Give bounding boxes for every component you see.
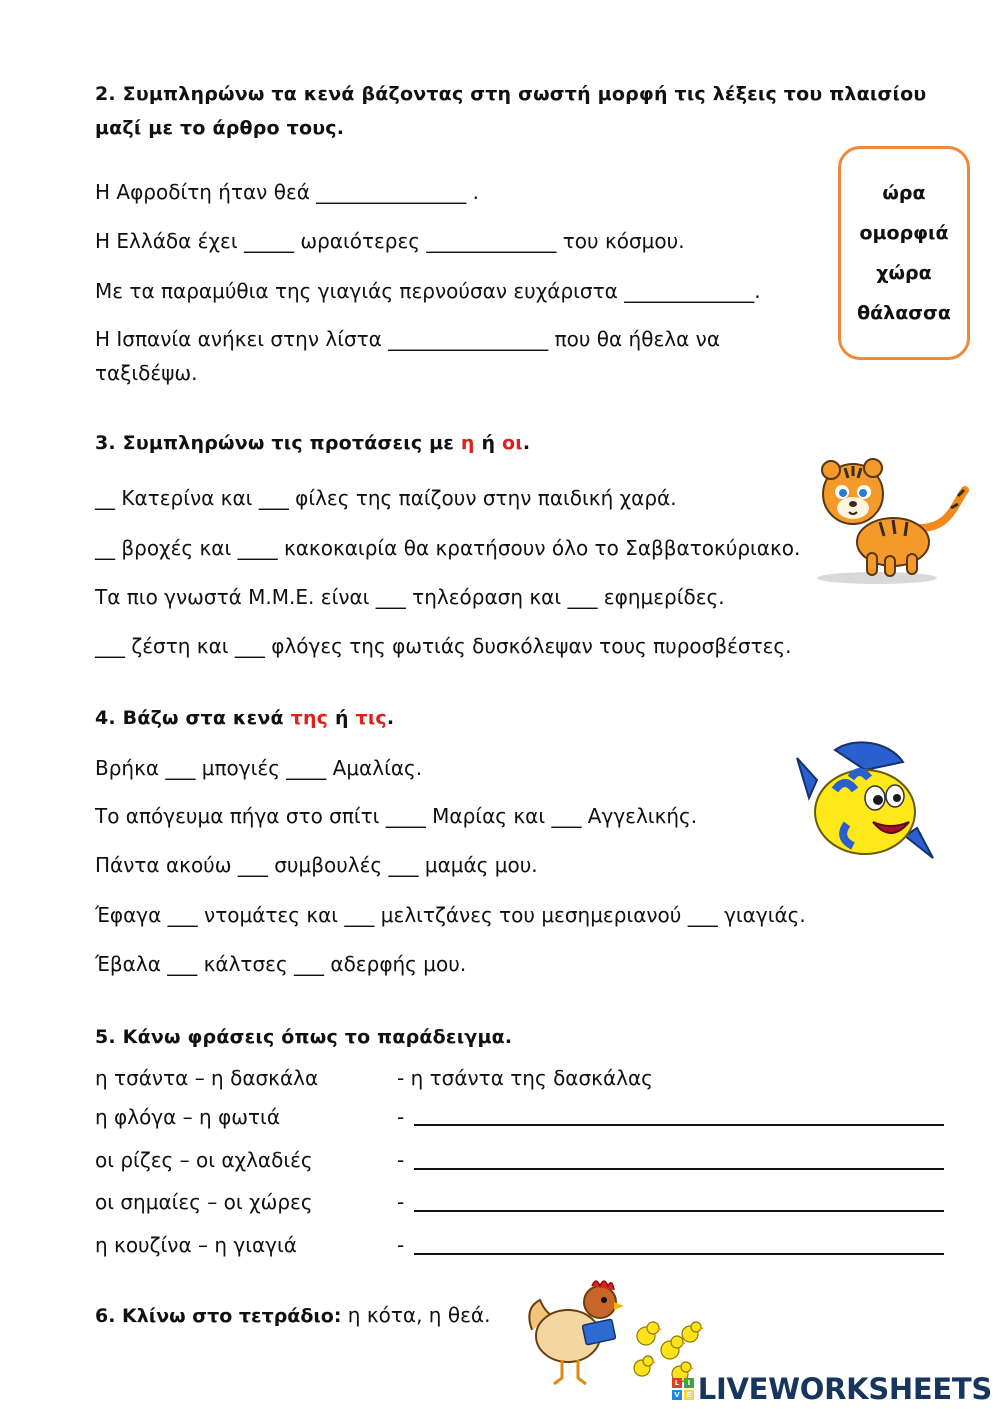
ex3-option-1: η: [460, 432, 475, 454]
ex5-row-2-left: η φλόγα – η φωτιά: [95, 1105, 280, 1129]
ex2-sentence-2[interactable]: Η Ελλάδα έχει _____ ωραιότερες _____________ του κόσμου.: [95, 229, 685, 253]
ex2-sentence-4[interactable]: Η Ισπανία ανήκει στην λίστα ________________ που θα ήθελα να: [95, 327, 721, 351]
word-box-item: ώρα: [882, 182, 926, 204]
ex2-sentence-3[interactable]: Με τα παραμύθια της γιαγιάς περνούσαν ευχάριστα _____________.: [95, 279, 761, 303]
ex6-line: [95, 1301, 490, 1330]
ex5-row-5-dash: -: [397, 1233, 405, 1257]
ex5-row-2-answer-line[interactable]: [414, 1124, 944, 1126]
ex3-heading: [95, 429, 530, 457]
ex5-row-5-answer-line[interactable]: [414, 1253, 944, 1255]
ex3-sentence-4[interactable]: ___ ζέστη και ___ φλόγες της φωτιάς δυσκόλεψαν τους πυροσβέστες.: [95, 634, 792, 658]
ex3-sentence-2[interactable]: __ βροχές και ____ κακοκαιρία θα κρατήσουν όλο το Σαββατοκύριακο.: [95, 536, 801, 560]
logo-letter: L: [672, 1378, 682, 1388]
ex5-row-1-example: - η τσάντα της δασκάλας: [397, 1066, 653, 1090]
ex4-sentence-1[interactable]: Βρήκα ___ μπογιές ____ Αμαλίας.: [95, 756, 423, 780]
ex6-text: η κότα, η θεά.: [341, 1303, 491, 1327]
ex3-heading-or: ή: [474, 432, 502, 454]
word-box-item: θάλασσα: [857, 302, 951, 324]
ex4-sentence-2[interactable]: Το απόγευμα πήγα στο σπίτι ____ Μαρίας και ___ Αγγελικής.: [95, 804, 698, 828]
ex5-row-4-answer-line[interactable]: [414, 1210, 944, 1212]
ex4-sentence-4[interactable]: Έφαγα ___ ντομάτες και ___ μελιτζάνες του μεσημεριανού ___ γιαγιάς.: [95, 903, 806, 927]
ex4-sentence-3[interactable]: Πάντα ακούω ___ συμβουλές ___ μαμάς μου.: [95, 853, 538, 877]
ex5-row-2-dash: -: [397, 1105, 405, 1129]
logo-letter: E: [684, 1390, 694, 1400]
ex4-option-2: τις: [355, 707, 387, 729]
ex6-heading: 6. Κλίνω στο τετράδιο:: [95, 1305, 342, 1327]
ex3-sentence-3[interactable]: Τα πιο γνωστά Μ.Μ.Ε. είναι ___ τηλεόραση και ___ εφημερίδες.: [95, 585, 725, 609]
word-box: [838, 146, 970, 360]
ex5-row-4-left: οι σημαίες – οι χώρες: [95, 1190, 313, 1214]
ex5-row-5-left: η κουζίνα – η γιαγιά: [95, 1233, 297, 1257]
ex5-row-1-left: η τσάντα – η δασκάλα: [95, 1066, 319, 1090]
liveworksheets-text: LIVEWORKSHEETS: [697, 1372, 992, 1406]
ex2-heading-line2: μαζί με το άρθρο τους.: [95, 117, 345, 139]
ex5-row-4-dash: -: [397, 1190, 405, 1214]
ex3-sentence-1[interactable]: __ Κατερίνα και ___ φίλες της παίζουν στην παιδική χαρά.: [95, 486, 677, 510]
ex4-heading: [95, 704, 394, 732]
ex4-heading-or: ή: [328, 707, 356, 729]
ex2-sentence-4-cont: ταξιδέψω.: [95, 361, 198, 385]
logo-letter: I: [684, 1378, 694, 1388]
logo-letter: V: [672, 1390, 682, 1400]
tiger-cub-illustration: [815, 458, 975, 586]
ex4-sentence-5[interactable]: Έβαλα ___ κάλτσες ___ αδερφής μου.: [95, 952, 467, 976]
word-box-item: χώρα: [876, 262, 932, 284]
ex4-heading-text: 4. Βάζω στα κενά: [95, 707, 291, 729]
ex5-row-3-dash: -: [397, 1148, 405, 1172]
ex5-heading: 5. Κάνω φράσεις όπως το παράδειγμα.: [95, 1026, 513, 1048]
ex4-option-1: της: [290, 707, 329, 729]
ex5-row-3-answer-line[interactable]: [414, 1168, 944, 1170]
ex2-sentence-1[interactable]: Η Αφροδίτη ήταν θεά _______________ .: [95, 180, 480, 204]
liveworksheets-logo-icon: [672, 1378, 694, 1400]
ex3-heading-end: .: [522, 432, 531, 454]
ex5-row-3-left: οι ρίζες – οι αχλαδιές: [95, 1148, 313, 1172]
ex4-heading-end: .: [386, 707, 395, 729]
ex3-heading-text: 3. Συμπληρώνω τις προτάσεις με: [95, 432, 461, 454]
yellow-fish-illustration: [795, 740, 940, 868]
liveworksheets-watermark: [672, 1371, 992, 1407]
word-box-item: ομορφιά: [859, 222, 949, 244]
ex2-heading-line1: 2. Συμπληρώνω τα κενά βάζοντας στη σωστή μορφή τις λέξεις του πλαισίου: [95, 83, 927, 105]
ex3-option-2: οι: [502, 432, 523, 454]
